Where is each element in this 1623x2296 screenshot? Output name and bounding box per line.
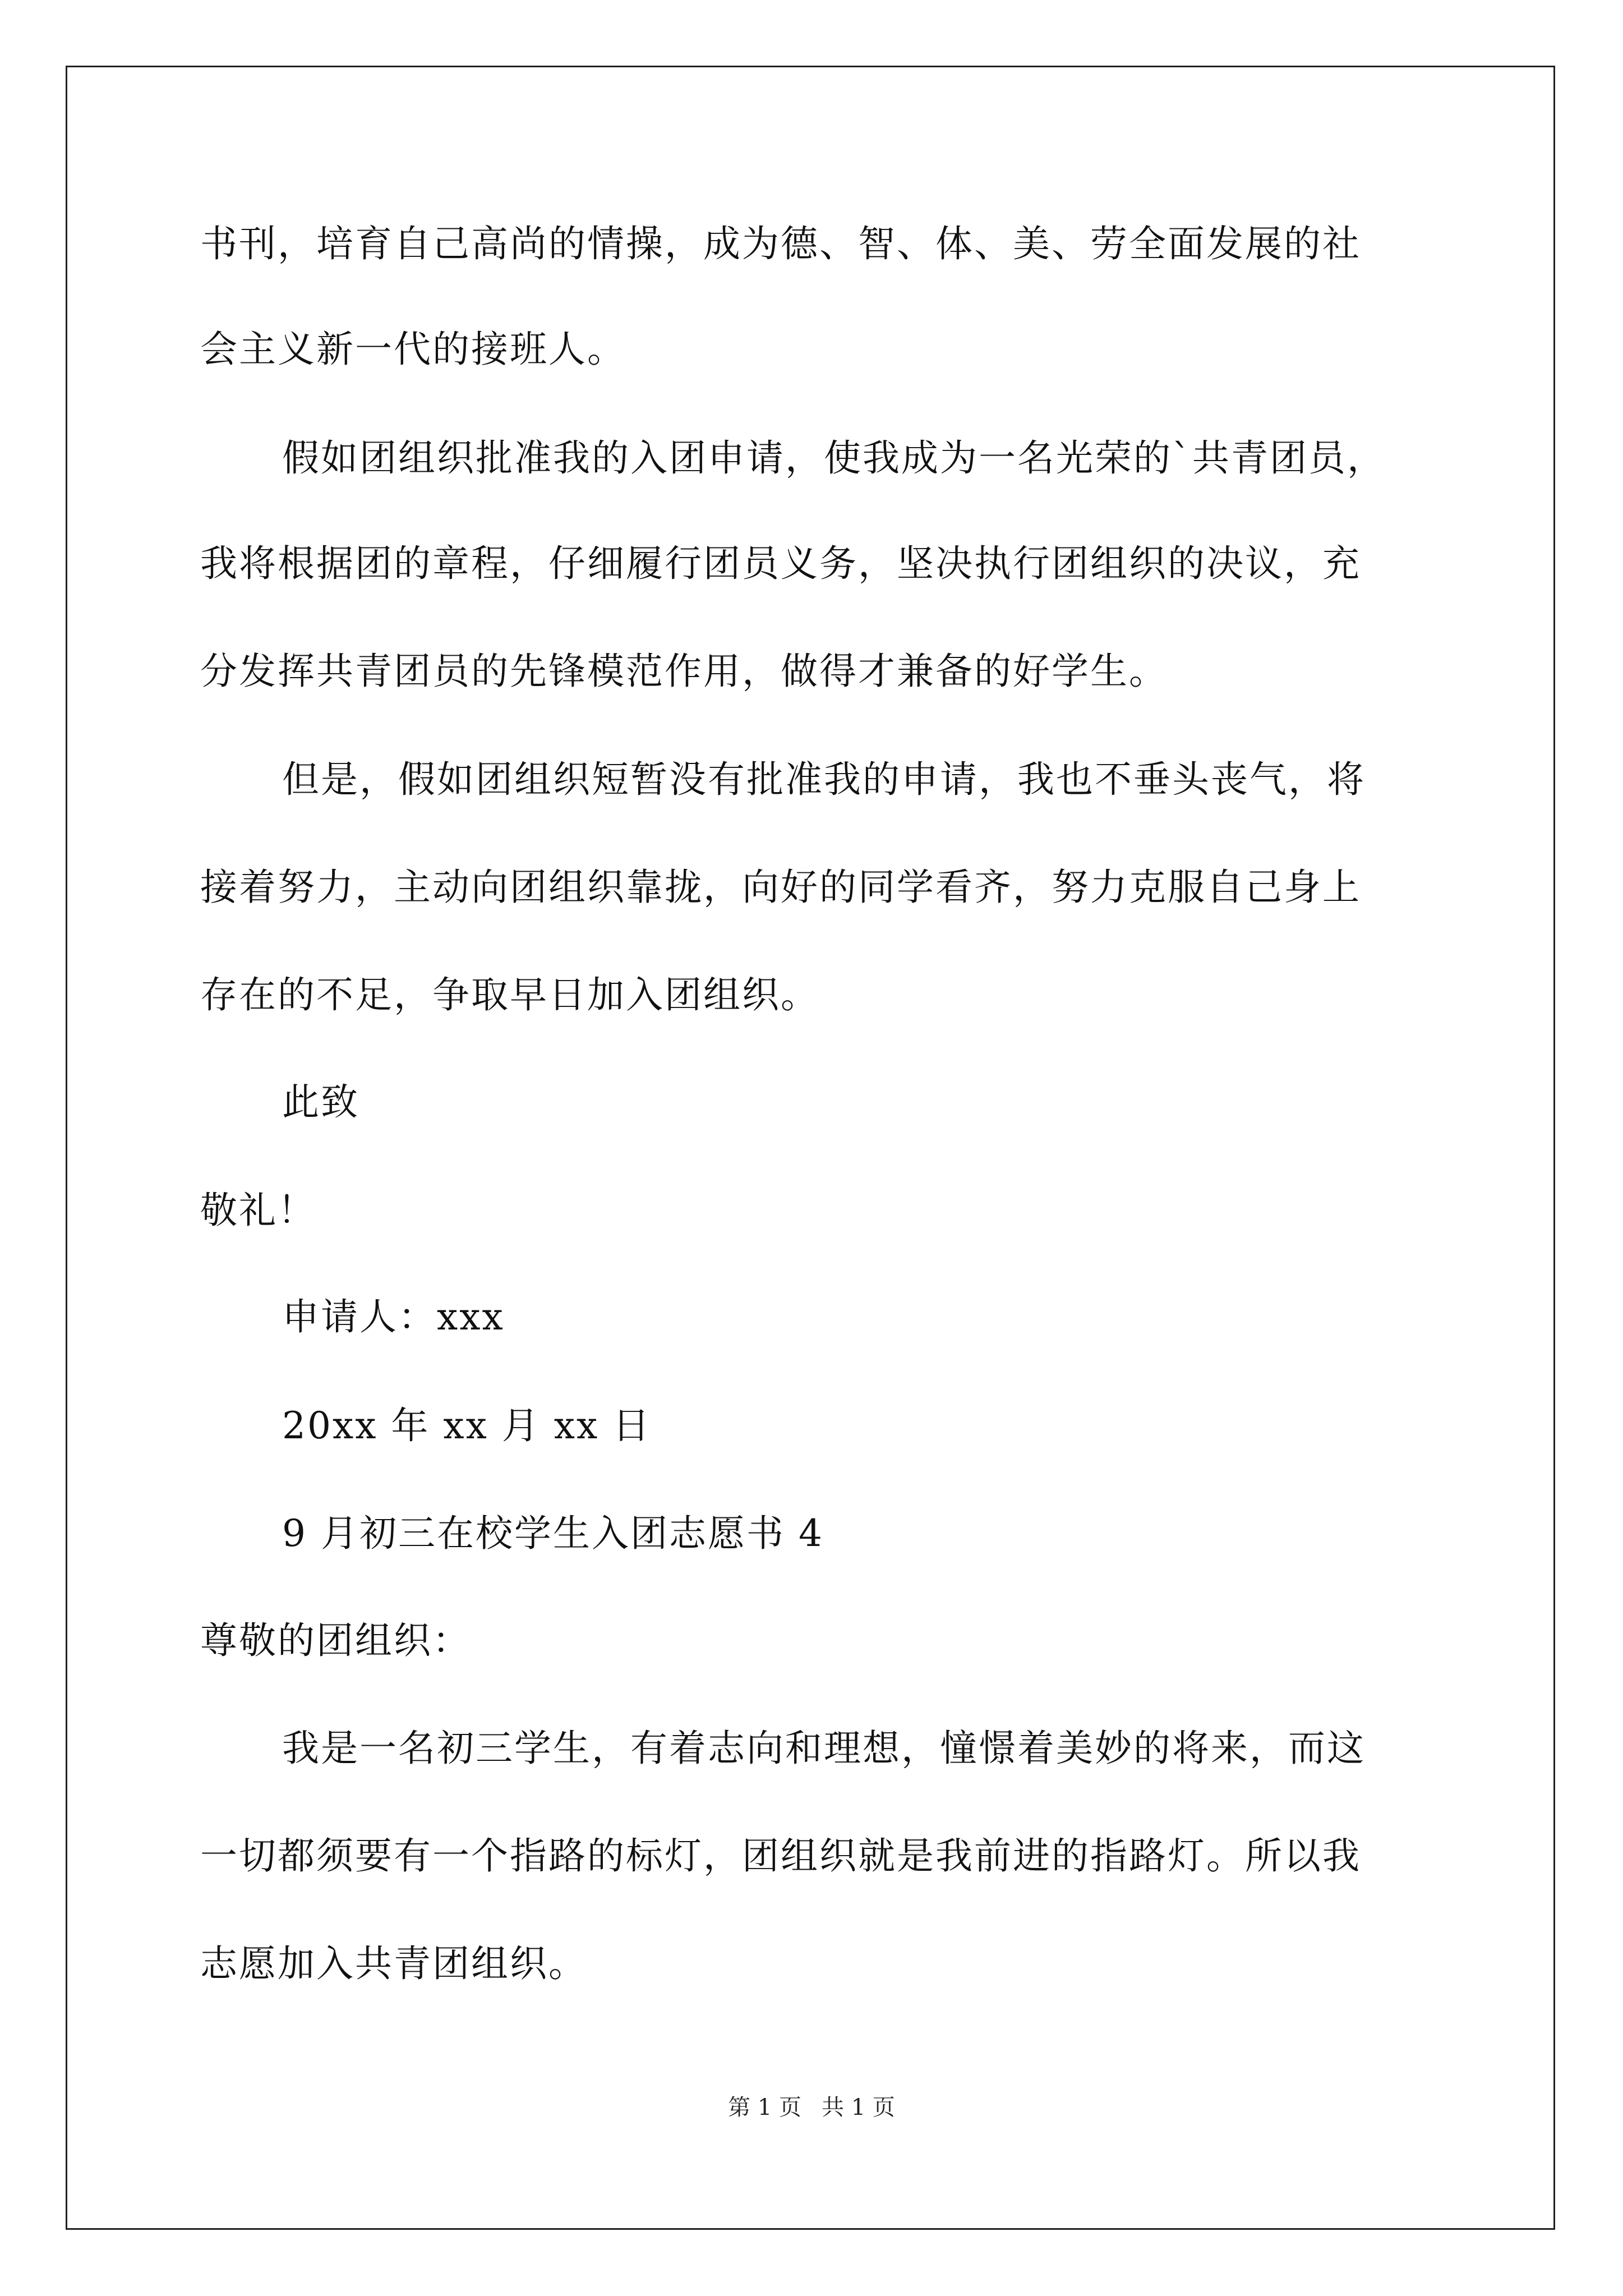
page-number: 第 1 页	[728, 2095, 801, 2120]
paragraph-line: 会主义新一代的接班人。	[200, 328, 626, 371]
closing-line: 此致	[282, 1080, 359, 1124]
paragraph-line: 我是一名初三学生，有着志向和理想，憧憬着美妙的将来，而这	[282, 1727, 1366, 1770]
page-total: 共 1 页	[822, 2095, 895, 2120]
paragraph-line: 但是，假如团组织短暂没有批准我的申请，我也不垂头丧气，将	[282, 758, 1366, 801]
paragraph-line: 我将根据团的章程，仔细履行团员义务，坚决执行团组织的决议，充	[200, 542, 1361, 585]
paragraph-line: 志愿加入共青团组织。	[200, 1942, 587, 1985]
paragraph-line: 一切都须要有一个指路的标灯，团组织就是我前进的指路灯。所以我	[200, 1834, 1361, 1878]
greeting-line: 尊敬的团组织：	[200, 1619, 471, 1662]
paragraph-line: 存在的不足，争取早日加入团组织。	[200, 973, 819, 1016]
paragraph-line: 假如团组织批准我的入团申请，使我成为一名光荣的`共青团员，	[282, 436, 1386, 480]
salutation-line: 敬礼！	[200, 1189, 316, 1232]
paragraph-line: 书刊，培育自己高尚的情操，成为德、智、体、美、劳全面发展的社	[200, 222, 1361, 265]
page-footer	[0, 2092, 1623, 2123]
paragraph-line: 分发挥共青团员的先锋模范作用，做得才兼备的好学生。	[200, 650, 1168, 693]
paragraph-line: 接着努力，主动向团组织靠拢，向好的同学看齐，努力克服自己身上	[200, 866, 1361, 909]
date-line: 20xx 年 xx 月 xx 日	[282, 1404, 652, 1447]
section-title: 9 月初三在校学生入团志愿书 4	[282, 1512, 824, 1555]
page-border	[66, 66, 1555, 2230]
applicant-line: 申请人：xxx	[282, 1295, 505, 1338]
